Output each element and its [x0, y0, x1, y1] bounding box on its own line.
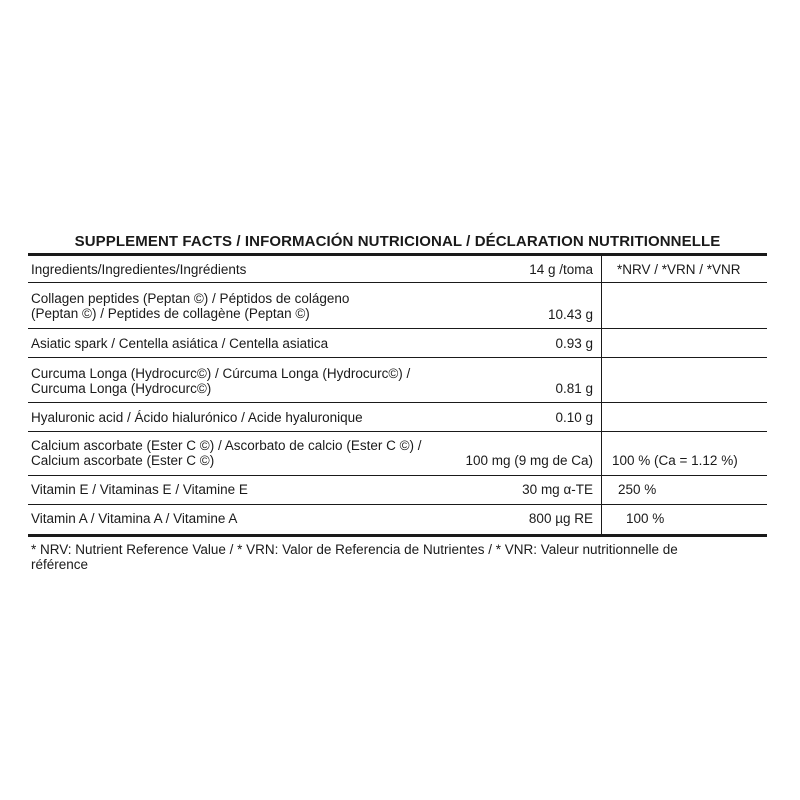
ingredient-name: Calcium ascorbate (Ester C ©) / Ascorbato de calcio (Ester C ©) /: [31, 438, 422, 453]
ingredient-name: Collagen peptides (Peptan ©) / Péptidos de colágeno: [31, 291, 350, 306]
nrv-cell: [601, 283, 767, 328]
supplement-facts-panel: [28, 231, 767, 572]
table-header-row: [28, 256, 767, 283]
nrv-value: 250 %: [618, 482, 657, 497]
amount-header: 14 g /toma: [529, 262, 593, 277]
nrv-cell: [601, 403, 767, 431]
table-row: [28, 329, 767, 358]
table-row: [28, 358, 767, 403]
table-row: [28, 283, 767, 329]
table-row: [28, 505, 767, 537]
ingredient-amount: 0.81 g: [555, 381, 593, 396]
nrv-value: 100 % (Ca = 1.12 %): [612, 453, 738, 468]
ingredient-name-cont: Curcuma Longa (Hydrocurc©): [31, 381, 212, 396]
ingredient-name: Vitamin E / Vitaminas E / Vitamine E: [31, 482, 248, 497]
table-row: [28, 403, 767, 432]
nrv-header: *NRV / *VRN / *VNR: [617, 262, 741, 277]
ingredients-header: Ingredients/Ingredientes/Ingrédients: [31, 262, 247, 277]
ingredient-amount: 30 mg α-TE: [522, 482, 593, 497]
panel-title: SUPPLEMENT FACTS / INFORMACIÓN NUTRICIONAL / DÉCLARATION NUTRITIONNELLE: [28, 231, 767, 256]
ingredient-amount: 100 mg (9 mg de Ca): [465, 453, 593, 468]
nrv-cell: [601, 358, 767, 402]
ingredient-amount: 10.43 g: [547, 307, 593, 322]
ingredient-name: Hyaluronic acid / Ácido hialurónico / Acide hyaluronique: [31, 410, 363, 425]
nrv-cell: [601, 505, 767, 534]
ingredient-amount: 0.93 g: [555, 336, 593, 351]
table-row: [28, 476, 767, 505]
ingredient-name: Curcuma Longa (Hydrocurc©) / Cúrcuma Longa (Hydrocurc©) /: [31, 366, 411, 381]
nrv-cell: [601, 256, 767, 282]
table-row: [28, 432, 767, 476]
ingredient-amount: 800 µg RE: [528, 511, 593, 526]
ingredient-name-cont: Calcium ascorbate (Ester C ©): [31, 453, 215, 468]
footnote: * NRV: Nutrient Reference Value / * VRN: Valor de Referencia de Nutrientes / * VNR: Valeur nutritionnelle de référence: [31, 542, 678, 572]
ingredient-name: Vitamin A / Vitamina A / Vitamine A: [31, 511, 238, 526]
nrv-cell: [601, 432, 767, 475]
nrv-cell: [601, 476, 767, 504]
nrv-cell: [601, 329, 767, 357]
ingredient-amount: 0.10 g: [555, 410, 593, 425]
ingredient-name-cont: (Peptan ©) / Peptides de collagène (Peptan ©): [31, 306, 310, 321]
nrv-value: 100 %: [626, 511, 665, 526]
ingredient-name: Asiatic spark / Centella asiática / Centella asiatica: [31, 336, 329, 351]
